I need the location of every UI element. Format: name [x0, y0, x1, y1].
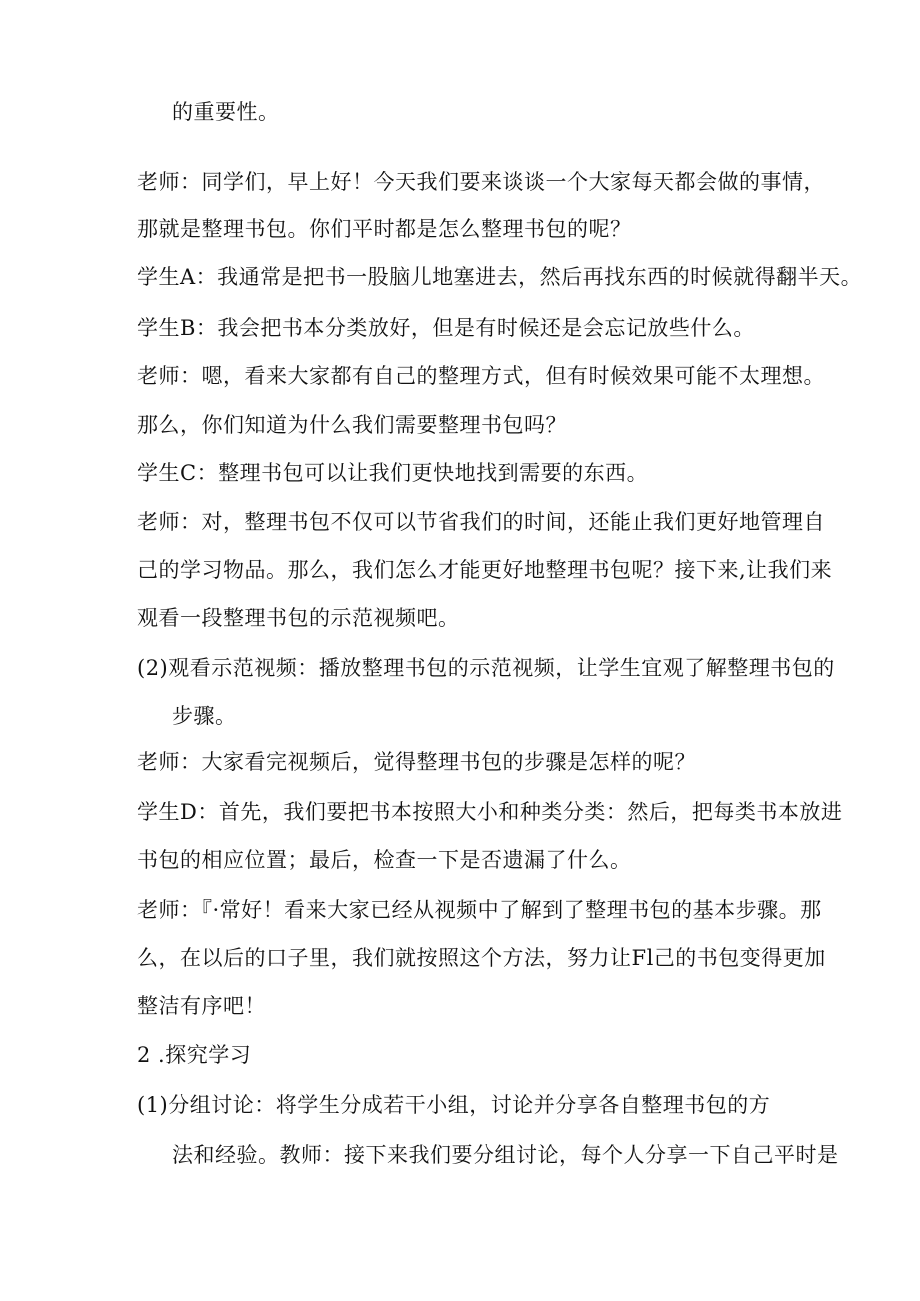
- text-line: 老师：同学们，早上好！今天我们要来谈谈一个大家每天都会做的事情，: [137, 170, 825, 194]
- text-line: 学生A：我通常是把书一股脑儿地塞进去，然后再找东西的时候就得翻半天。: [137, 265, 863, 289]
- section-heading: 2 .探究学习: [137, 1043, 252, 1067]
- text-line: 那就是整理书包。你们平时都是怎么整理书包的呢？: [137, 217, 632, 241]
- text-line: (2)观看示范视频：播放整理书包的示范视频，让学生宜观了解整理书包的: [137, 656, 835, 680]
- text-line: 学生C：整理书包可以让我们更快地找到需要的东西。: [137, 461, 649, 485]
- text-line: 学生D：首先，我们要把书本按照大小和种类分类：然后，把每类书本放进: [137, 800, 843, 824]
- text-line: 学生B：我会把书本分类放好，但是有时候还是会忘记放些什么。: [137, 316, 755, 340]
- text-line: 步骤。: [172, 704, 237, 728]
- text-line: 书包的相应位置；最后，检查一下是否遗漏了什么。: [137, 848, 632, 872]
- text-line: 那么，你们知道为什么我们需要整理书包吗？: [137, 413, 567, 437]
- text-line: 观看一段整理书包的示范视频吧。: [137, 606, 460, 630]
- text-line: 老师：嗯，看来大家都有自己的整理方式，但有时候效果可能不太理想。: [137, 364, 825, 388]
- text-line: (1)分组讨论：将学生分成若干小组，讨论并分享各自整理书包的方: [137, 1093, 771, 1117]
- text-line: 己的学习物品。那么，我们怎么才能更好地整理书包呢？接下来,让我们来: [137, 558, 833, 582]
- text-line: 老师：『·常好！看来大家已经从视频中了解到了整理书包的基本步骤。那: [137, 898, 822, 922]
- text-line: 整洁有序吧！: [137, 994, 266, 1018]
- text-line: 法和经验。教师：接下来我们要分组讨论，每个人分享一下自己平时是: [172, 1143, 839, 1167]
- text-line: 老师：对，整理书包不仅可以节省我们的时间，还能止我们更好地管理自: [137, 510, 825, 534]
- text-line: 么，在以后的口子里，我们就按照这个方法，努力让Fl己的书包变得更加: [137, 946, 826, 970]
- text-line: 老师：大家看完视频后，觉得整理书包的步骤是怎样的呢？: [137, 750, 696, 774]
- text-line: 的重要性。: [172, 100, 280, 124]
